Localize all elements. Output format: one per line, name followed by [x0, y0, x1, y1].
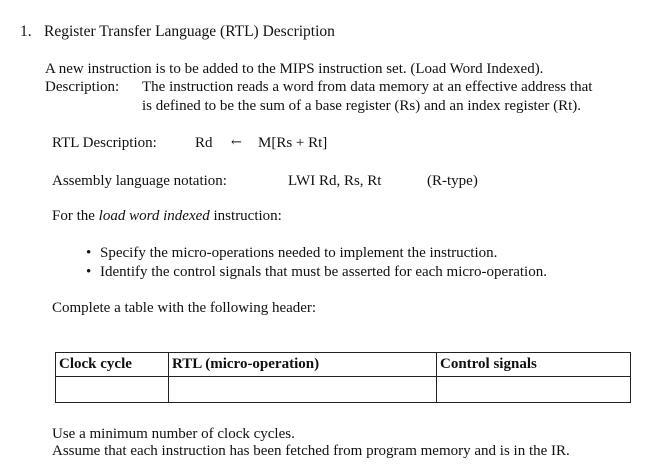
bullet-dot-icon: •	[86, 245, 92, 261]
rtl-label: RTL Description:	[52, 135, 157, 151]
description-row	[45, 78, 592, 96]
for-prefix: For the	[52, 208, 99, 224]
description-text-1: The instruction reads a word from data memory at an effective address that	[142, 79, 593, 95]
assembly-code: LWI Rd, Rs, Rt	[288, 173, 382, 189]
question-title: Register Transfer Language (RTL) Description	[44, 23, 335, 40]
intro-line: A new instruction is to be added to the MIPS instruction set. (Load Word Indexed).	[45, 61, 544, 77]
rtl-expression: M[Rs + Rt]	[258, 135, 328, 151]
complete-table-line: Complete a table with the following header:	[52, 300, 317, 316]
for-suffix: instruction:	[209, 208, 282, 224]
bullet-dot-icon: •	[86, 264, 92, 280]
footer-line-1: Use a minimum number of clock cycles.	[52, 426, 295, 442]
description-text-2: is defined to be the sum of a base register (Rs) and an index register (Rt).	[142, 98, 582, 114]
header-control-signals: Control signals	[437, 353, 631, 377]
left-arrow-icon: ←	[231, 135, 242, 150]
footer-line-2: Assume that each instruction has been fetched from program memory and is in the IR.	[52, 443, 570, 459]
description-label: Description:	[45, 79, 120, 95]
table-header-row	[56, 353, 631, 377]
bullet-item	[86, 244, 497, 262]
assembly-label: Assembly language notation:	[52, 173, 227, 189]
for-instruction-line	[52, 207, 282, 225]
bullet-text: Identify the control signals that must be asserted for each micro-operation.	[100, 264, 547, 280]
bullet-text: Specify the micro-operations needed to implement the instruction.	[100, 245, 498, 261]
instruction-name: load word indexed	[98, 208, 210, 224]
header-rtl: RTL (micro-operation)	[169, 353, 437, 377]
table-row	[56, 377, 631, 403]
table-cell[interactable]	[169, 377, 437, 403]
table-cell[interactable]	[437, 377, 631, 403]
rtl-destination: Rd	[195, 135, 213, 151]
answer-table	[55, 352, 631, 403]
table-cell[interactable]	[56, 377, 169, 403]
bullet-item	[86, 263, 547, 281]
question-number: 1.	[20, 23, 32, 40]
question-heading	[20, 23, 335, 41]
header-clock-cycle: Clock cycle	[56, 353, 169, 377]
instruction-type: (R-type)	[427, 173, 478, 189]
